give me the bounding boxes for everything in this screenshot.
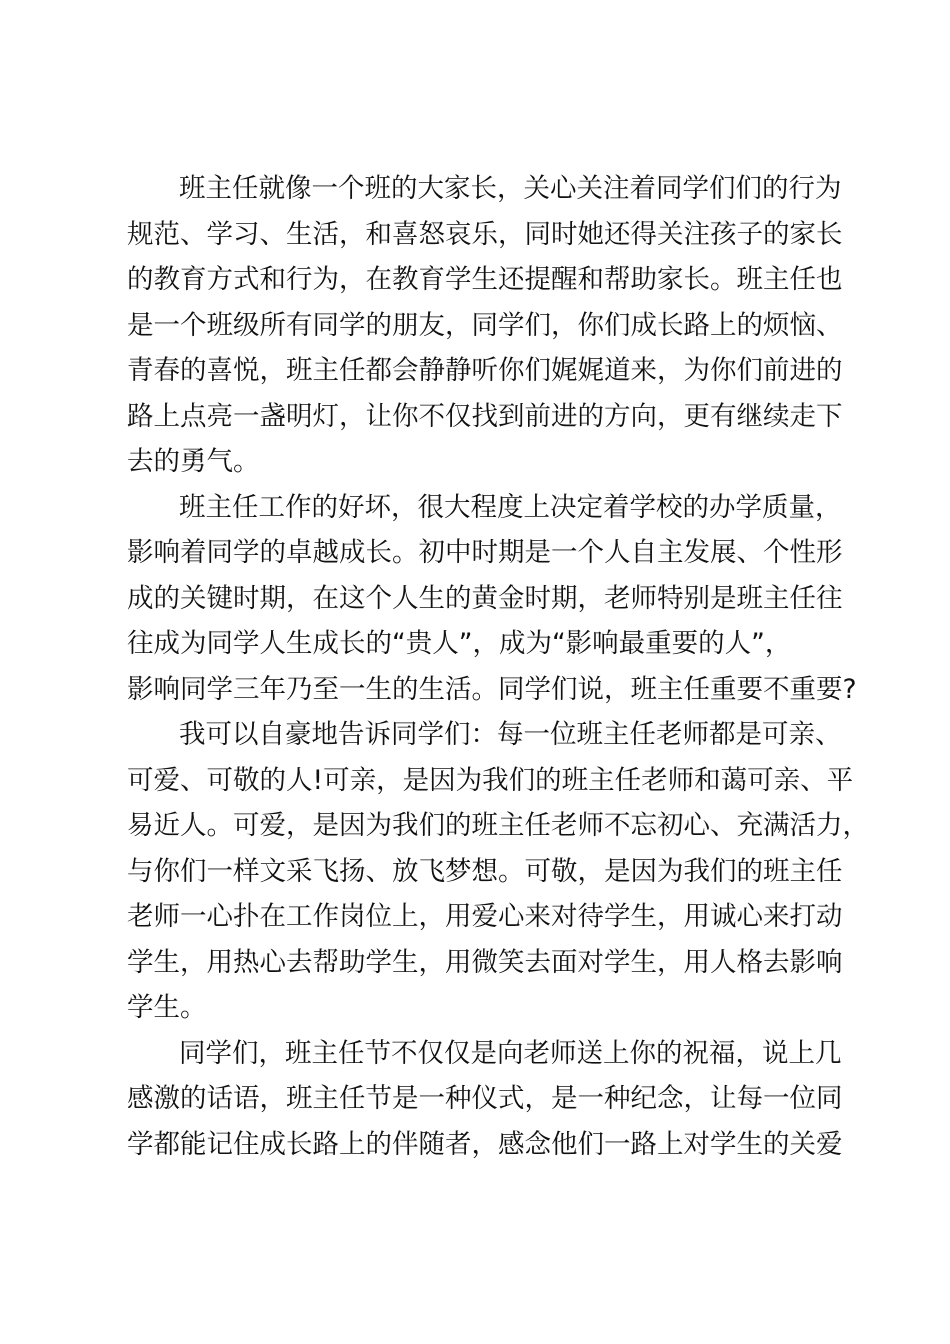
text-line: 同学们，班主任节不仅仅是向老师送上你的祝福，说上几: [179, 1037, 842, 1069]
text-line: 班主任工作的好坏，很大程度上决定着学校的办学质量，: [179, 491, 842, 523]
text-line: 老师一心扑在工作岗位上，用爱心来对待学生，用诚心来打动: [127, 901, 843, 932]
text-line: 路上点亮一盏明灯，让你不仅找到前进的方向，更有继续走下: [127, 400, 843, 432]
text-line: 青春的喜悦，班主任都会静静听你们娓娓道来，为你们前进的: [127, 355, 843, 386]
text-line: 学生。: [127, 992, 207, 1023]
text-line: 的教育方式和行为，在教育学生还提醒和帮助家长。班主任也: [127, 264, 843, 295]
text-line: 影响同学三年乃至一生的生活。同学们说，班主任重要不重要?: [127, 673, 857, 705]
text-line: 去的勇气。: [127, 446, 260, 477]
text-line: 往成为同学人生成长的“贵人”，成为“影响最重要的人”，: [127, 628, 792, 659]
paragraph-3: [127, 712, 869, 1031]
text-line: 易近人。可爱，是因为我们的班主任老师不忘初心、充满活力，: [127, 810, 869, 841]
text-line: 影响着同学的卓越成长。初中时期是一个人自主发展、个性形: [127, 537, 843, 568]
text-line: 班主任就像一个班的大家长，关心关注着同学们们的行为: [179, 173, 842, 204]
paragraph-4: [127, 1031, 843, 1168]
text-line: 规范、学习、生活，和喜怒哀乐，同时她还得关注孩子的家长: [127, 218, 843, 250]
text-line: 学生，用热心去帮助学生，用微笑去面对学生，用人格去影响: [127, 946, 843, 978]
text-line: 成的关键时期，在这个人生的黄金时期，老师特别是班主任往: [127, 582, 843, 614]
text-line: 是一个班级所有同学的朋友，同学们，你们成长路上的烦恼、: [127, 309, 843, 341]
text-line: 与你们一样文采飞扬、放飞梦想。可敬，是因为我们的班主任: [127, 855, 843, 887]
body-text: [127, 166, 869, 1167]
text-line: 我可以自豪地告诉同学们：每一位班主任老师都是可亲、: [179, 719, 842, 750]
paragraph-2: [127, 485, 857, 713]
text-line: 学都能记住成长路上的伴随者，感念他们一路上对学生的关爱: [127, 1128, 843, 1160]
text-line: 感激的话语，班主任节是一种仪式，是一种纪念，让每一位同: [127, 1083, 843, 1114]
paragraph-1: [127, 166, 843, 485]
text-line: 可爱、可敬的人!可亲，是因为我们的班主任老师和蔼可亲、平: [127, 764, 854, 796]
